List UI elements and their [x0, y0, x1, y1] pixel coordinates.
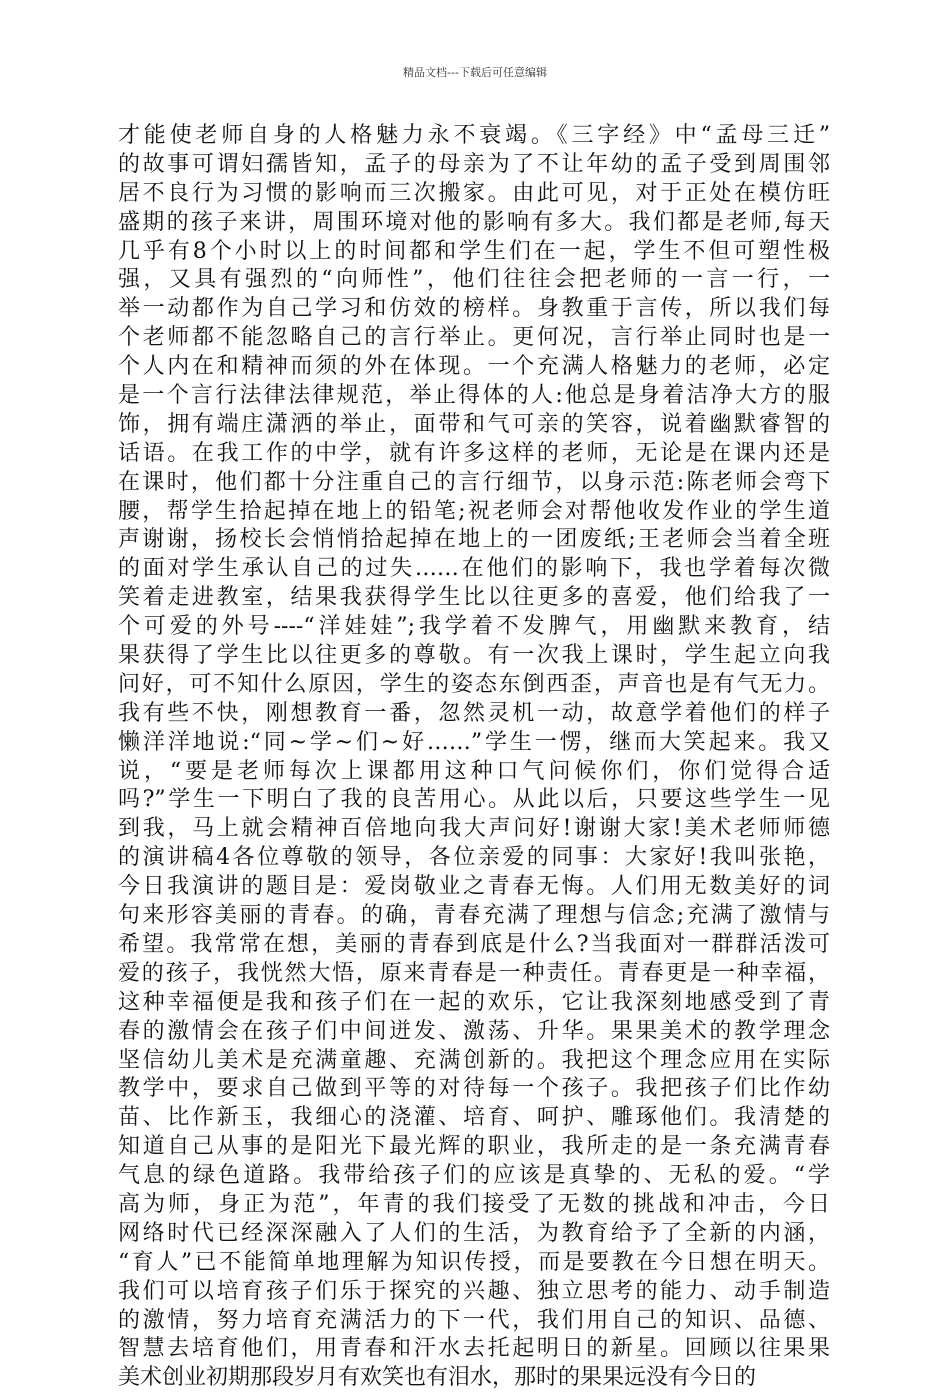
text-line: 美术创业初期那段岁月有欢笑也有泪水，那时的果果远没有今日的: [118, 1365, 757, 1391]
text-line: 坚信幼儿美术是充满童趣、充满创新的。我把这个理念应用在实际: [118, 1047, 830, 1073]
text-line: “育人”已不能简单地理解为知识传授，而是要教在今日想在明天。: [118, 1249, 830, 1275]
text-line: 举一动都作为自己学习和仿效的榜样。身教重于言传，所以我们每: [118, 296, 830, 322]
body-text: [118, 122, 830, 1393]
text-line: 个可爱的外号----“洋娃娃”;我学着不发脾气，用幽默来教育，结: [118, 614, 830, 640]
text-line: 网络时代已经深深融入了人们的生活，为教育给予了全新的内涵，: [118, 1220, 830, 1246]
text-line: 腰，帮学生拾起掉在地上的铅笔;祝老师会对帮他收发作业的学生道: [118, 498, 830, 524]
text-line: 个老师都不能忽略自己的言行举止。更何况，言行举止同时也是一: [118, 325, 830, 351]
text-line: 在课时，他们都十分注重自己的言行细节，以身示范:陈老师会弯下: [118, 469, 830, 495]
text-line: 笑着走进教室，结果我获得学生比以往更多的喜爱，他们给我了一: [118, 585, 830, 611]
text-line: 气息的绿色道路。我带给孩子们的应该是真挚的、无私的爱。“学: [118, 1163, 830, 1189]
text-line: 爱的孩子，我恍然大悟，原来青春是一种责任。青春更是一种幸福，: [118, 960, 830, 986]
text-line: 我们可以培育孩子们乐于探究的兴趣、独立思考的能力、动手制造: [118, 1278, 830, 1304]
text-line: 春的激情会在孩子们中间迸发、激荡、升华。果果美术的教学理念: [118, 1018, 830, 1044]
text-line: 个人内在和精神而须的外在体现。一个充满人格魅力的老师，必定: [118, 354, 830, 380]
text-line: 强，又具有强烈的“向师性”，他们往往会把老师的一言一行，一: [118, 267, 830, 293]
text-line: 话语。在我工作的中学，就有许多这样的老师，无论是在课内还是: [118, 440, 830, 466]
text-line: 吗?”学生一下明白了我的良苦用心。从此以后，只要这些学生一见: [118, 787, 830, 813]
text-line: 问好，可不知什么原因，学生的姿态东倒西歪，声音也是有气无力。: [118, 671, 830, 697]
text-line: 是一个言行法律法律规范，举止得体的人:他总是身着洁净大方的服: [118, 383, 830, 409]
text-line: 句来形容美丽的青春。的确，青春充满了理想与信念;充满了激情与: [118, 903, 830, 929]
text-line: 知道自己从事的是阳光下最光辉的职业，我所走的是一条充满青春: [118, 1134, 830, 1160]
text-line: 果获得了学生比以往更多的尊敬。有一次我上课时，学生起立向我: [118, 643, 830, 669]
text-line: 到我，马上就会精神百倍地向我大声问好!谢谢大家!美术老师师德: [118, 816, 830, 842]
text-line: 说，“要是老师每次上课都用这种口气问候你们，你们觉得合适: [118, 758, 830, 784]
text-line: 这种幸福便是我和孩子们在一起的欢乐，它让我深刻地感受到了青: [118, 989, 830, 1015]
text-line: 饰，拥有端庄潇洒的举止，面带和气可亲的笑容，说着幽默睿智的: [118, 411, 830, 437]
page-header: 精品文档---下载后可任意编辑: [403, 66, 547, 79]
text-line: 的演讲稿4各位尊敬的领导，各位亲爱的同事：大家好!我叫张艳，: [118, 845, 830, 871]
text-line: 的故事可谓妇孺皆知，孟子的母亲为了不让年幼的孟子受到周围邻: [118, 151, 830, 177]
text-line: 居不良行为习惯的影响而三次搬家。由此可见，对于正处在模仿旺: [118, 180, 830, 206]
text-line: 今日我演讲的题目是：爱岗敬业之青春无悔。人们用无数美好的词: [118, 874, 830, 900]
text-line: 苗、比作新玉，我细心的浇灌、培育、呵护、雕琢他们。我清楚的: [118, 1105, 830, 1131]
text-line: 盛期的孩子来讲，周围环境对他的影响有多大。我们都是老师,每天: [118, 209, 830, 235]
text-line: 的面对学生承认自己的过失……在他们的影响下，我也学着每次微: [118, 556, 830, 582]
text-line: 才能使老师自身的人格魅力永不衰竭。《三字经》中“孟母三迁”: [118, 123, 830, 148]
text-line: 希望。我常常在想，美丽的青春到底是什么?当我面对一群群活泼可: [118, 931, 830, 957]
text-line: 声谢谢，扬校长会悄悄拾起掉在地上的一团废纸;王老师会当着全班: [118, 527, 830, 553]
text-line: 的激情，努力培育充满活力的下一代，我们用自己的知识、品德、: [118, 1307, 830, 1333]
text-line: 几乎有8个小时以上的时间都和学生们在一起，学生不但可塑性极: [118, 238, 830, 264]
text-line: 懒洋洋地说:“同~学~们~好……”学生一愣，继而大笑起来。我又: [118, 729, 830, 755]
text-line: 高为师，身正为范”，年青的我们接受了无数的挑战和冲击，今日: [118, 1191, 830, 1217]
text-line: 智慧去培育他们，用青春和汗水去托起明日的新星。回顾以往果果: [118, 1336, 830, 1362]
text-line: 我有些不快，刚想教育一番，忽然灵机一动，故意学着他们的样子: [118, 700, 830, 726]
text-line: 教学中，要求自己做到平等的对待每一个孩子。我把孩子们比作幼: [118, 1076, 830, 1102]
